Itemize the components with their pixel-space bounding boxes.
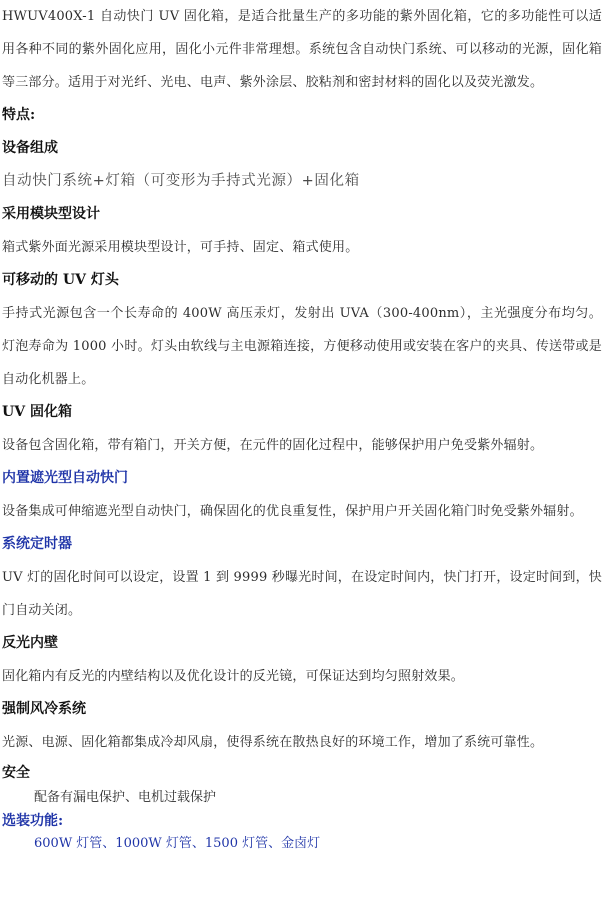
uv-head-heading: 可移动的 UV 灯头 (2, 272, 119, 288)
composition-heading: 设备组成 (2, 140, 58, 156)
modular-text: 箱式紫外面光源采用模块型设计，可手持、固定、箱式使用。 (2, 240, 359, 255)
reflect-heading: 反光内壁 (2, 635, 58, 651)
safety-text: 配备有漏电保护、电机过载保护 (34, 790, 217, 805)
cooling-text: 光源、电源、固化箱都集成冷却风扇，使得系统在散热良好的环境工作，增加了系统可靠性。 (2, 735, 544, 750)
options-heading: 选装功能: (2, 813, 64, 829)
intro-paragraph: HWUV400X-1 自动快门 UV 固化箱，是适合批量生产的多功能的紫外固化箱，它的多功能性可以适用各种不同的紫外固化应用，固化小元件非常理想。系统包含自动快门系统、可以移动的光源，固化箱等三部分。适用于对光纤、光电、电声、紫外涂层、胶粘剂和密封材料的固化以及荧光激发。 (2, 9, 602, 90)
shutter-heading: 内置遮光型自动快门 (2, 470, 128, 486)
timer-text: UV 灯的固化时间可以设定，设置 1 到 9999 秒曝光时间，在设定时间内，快门打开，设定时间到，快门自动关闭。 (2, 570, 602, 618)
features-heading: 特点: (2, 107, 36, 123)
uv-box-heading: UV 固化箱 (2, 404, 72, 420)
timer-heading: 系统定时器 (2, 536, 72, 552)
cooling-heading: 强制风冷系统 (2, 701, 86, 717)
options-text: 600W 灯管、1000W 灯管、1500 灯管、金卤灯 (34, 836, 321, 851)
uv-box-text: 设备包含固化箱，带有箱门，开关方便，在元件的固化过程中，能够保护用户免受紫外辐射。 (2, 438, 544, 453)
uv-head-text: 手持式光源包含一个长寿命的 400W 高压汞灯，发射出 UVA（300-400nm），主光强度分布均匀。灯泡寿命为 1000 小时。灯头由软线与主电源箱连接，方便移动使用或安装在客户的夹具、传送带或是自动化机器上。 (2, 306, 602, 387)
composition-text: 自动快门系统+灯箱（可变形为手持式光源）+固化箱 (2, 173, 360, 189)
reflect-text: 固化箱内有反光的内壁结构以及优化设计的反光镜，可保证达到均匀照射效果。 (2, 669, 465, 684)
shutter-text: 设备集成可伸缩遮光型自动快门，确保固化的优良重复性，保护用户开关固化箱门时免受紫外辐射。 (2, 504, 583, 519)
safety-heading: 安全 (2, 765, 30, 781)
modular-heading: 采用模块型设计 (2, 206, 100, 222)
